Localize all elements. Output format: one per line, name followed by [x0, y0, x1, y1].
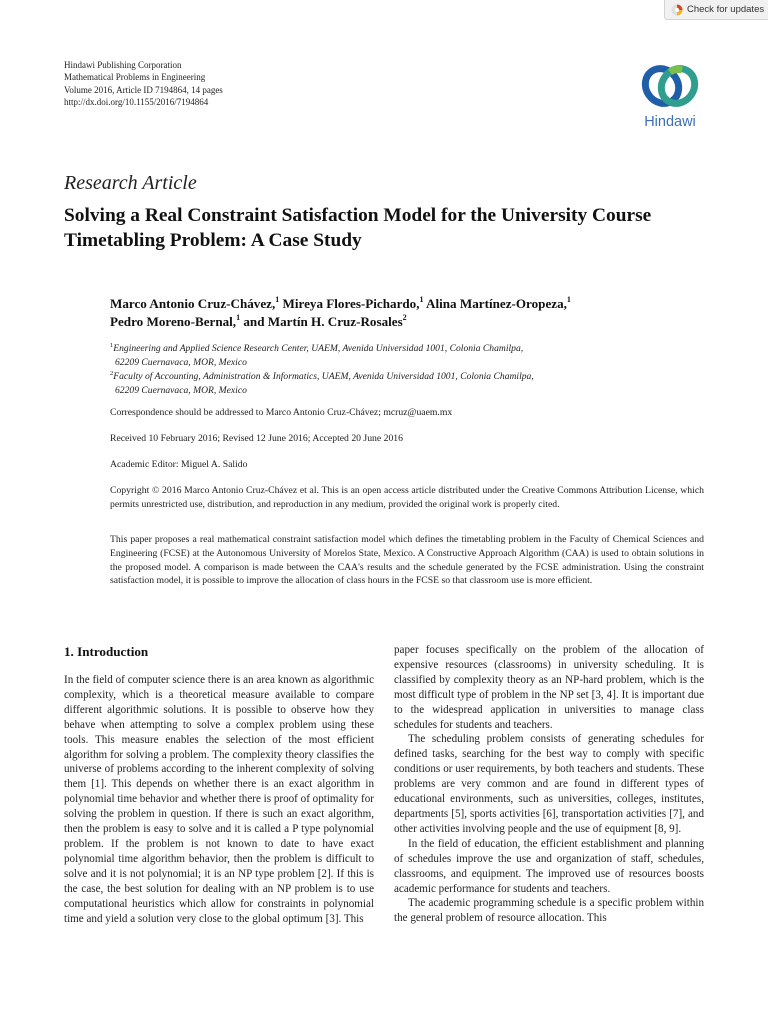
- affiliation: [110, 342, 670, 370]
- journal-name-line: Mathematical Problems in Engineering: [64, 72, 206, 83]
- abstract-text: This paper proposes a real mathematical constraint satisfaction model which defines the timetabling problem in the Faculty of Chemical Sciences and Engineering (FCSE) at the Autonomous University of Morelos State, Mexico. A Constructive Approach Algorithm (CAA) is used to obtain solutions in the proposed model. A comparison is made between the CAA's results and the schedule generated by the FCSE administration. Using the constraint satisfaction model, it is possible to improve the allocation of class hours in the FCSE so that classroom use is more efficient.: [110, 534, 704, 587]
- hindawi-wordmark: Hindawi: [644, 114, 696, 130]
- author-name: and Martín H. Cruz-Rosales: [243, 314, 403, 329]
- author-affiliation-mark: 2: [402, 313, 407, 322]
- volume-line: Volume 2016, Article ID 7194864, 14 pages: [64, 84, 223, 95]
- author-list: [110, 295, 670, 331]
- publisher-line: Hindawi Publishing Corporation: [64, 60, 182, 70]
- affiliation-line: Faculty of Accounting, Administration & Informatics, UAEM, Avenida Universidad 1001, Colonia Chamilpa,: [113, 371, 534, 382]
- author-name: Marco Antonio Cruz-Chávez,: [110, 296, 276, 311]
- doi-link[interactable]: http://dx.doi.org/10.1155/2016/7194864: [64, 96, 209, 107]
- submission-dates: Received 10 February 2016; Revised 12 June 2016; Accepted 20 June 2016: [110, 433, 403, 444]
- abstract: [110, 533, 704, 588]
- author-affiliation-mark: 1: [236, 313, 241, 322]
- affiliation-number: 2: [110, 370, 114, 377]
- crossmark-icon: [671, 4, 683, 16]
- author-name: Mireya Flores-Pichardo,: [282, 296, 420, 311]
- affiliation-line: Engineering and Applied Science Research Center, UAEM, Avenida Universidad 1001, Colonia Chamilpa,: [113, 343, 524, 354]
- paper-title: Solving a Real Constraint Satisfaction Model for the University Course Timetabling Problem: A Case Study: [64, 205, 652, 251]
- affiliation-number: 1: [110, 342, 114, 349]
- body-paragraph: paper focuses specifically on the problem of the allocation of expensive resources (classrooms) in university scheduling. It is classified by complexity theory as an NP-hard problem, which is the most difficult type of problem in the NP set [3, 4]. It is important due to the widespread application in universities to manage class schedules for students and teachers.: [394, 644, 704, 731]
- author-name: Alina Martínez-Oropeza,: [426, 296, 567, 311]
- body-paragraph: The scheduling problem consists of generating schedules for defined tasks, searching for the best way to comply with specific conditions or user requirements, by both teachers and students. These problems are very common and are found in different types of educational environments, such as universities, colleges, institutes, departments [5], sports activities [6], transportation activities [7], and other activities involving people and the use of equipment [8, 9].: [394, 733, 704, 835]
- academic-editor: Academic Editor: Miguel A. Salido: [110, 459, 248, 470]
- correspondence: Correspondence should be addressed to Marco Antonio Cruz-Chávez; mcruz@uaem.mx: [110, 407, 453, 418]
- body-paragraph: In the field of computer science there is an area known as algorithmic complexity, which is a theoretical measure available to compare different algorithmic solutions. It is possible to observe how they behave when attempting to solve a complex problem using these tools. This measure enables the selection of the most efficient algorithm for solving a problem. The complexity theory classifies the universe of problems according to the inherent complexity of solving them [1]. This depends on whether there is an exact algorithm in polynomial time behavior and whether there is proof of optimality for solving the problem in question. If there is such an exact algorithm, then the problem is easy to solve and it is called a P type polynomial problem. If the problem is not known to date to have exact polynomial time algorithm behavior, then the problem is difficult to solve and it is not polynomial; it is an NP type problem [2]. If this is the case, the best solution for dealing with an NP problem is to use computational heuristics which allow for constraints in polynomial time and yield a solution very close to the global optimum [3]. This: [64, 674, 374, 925]
- copyright-notice: Copyright © 2016 Marco Antonio Cruz-Chávez et al. This is an open access article distributed under the Creative Commons Attribution License, which permits unrestricted use, distribution, and reproduction in any medium, provided the original work is properly cited.: [110, 485, 704, 510]
- author-affiliation-mark: 1: [419, 295, 424, 304]
- author-name: Pedro Moreno-Bernal,: [110, 314, 237, 329]
- check-for-updates-label: Check for updates: [687, 4, 765, 15]
- affiliation-line: 62209 Cuernavaca, MOR, Mexico: [115, 385, 247, 396]
- section-heading: 1. Introduction: [64, 644, 149, 659]
- journal-info: [64, 59, 223, 108]
- check-for-updates-button[interactable]: [664, 0, 768, 20]
- article-type: Research Article: [64, 172, 197, 194]
- author-affiliation-mark: 1: [275, 295, 280, 304]
- affiliation: [110, 370, 670, 398]
- body-paragraph: The academic programming schedule is a specific problem within the general problem of resource allocation. This: [394, 897, 704, 925]
- author-affiliation-mark: 1: [566, 295, 571, 304]
- body-paragraph: In the field of education, the efficient establishment and planning of schedules improve the use and organization of staff, schedules, classrooms, and equipment. The improved use of resources boosts academic performance for students and teachers.: [394, 837, 704, 895]
- left-column: [64, 673, 374, 926]
- right-column: [394, 643, 704, 926]
- affiliation-line: 62209 Cuernavaca, MOR, Mexico: [115, 357, 247, 368]
